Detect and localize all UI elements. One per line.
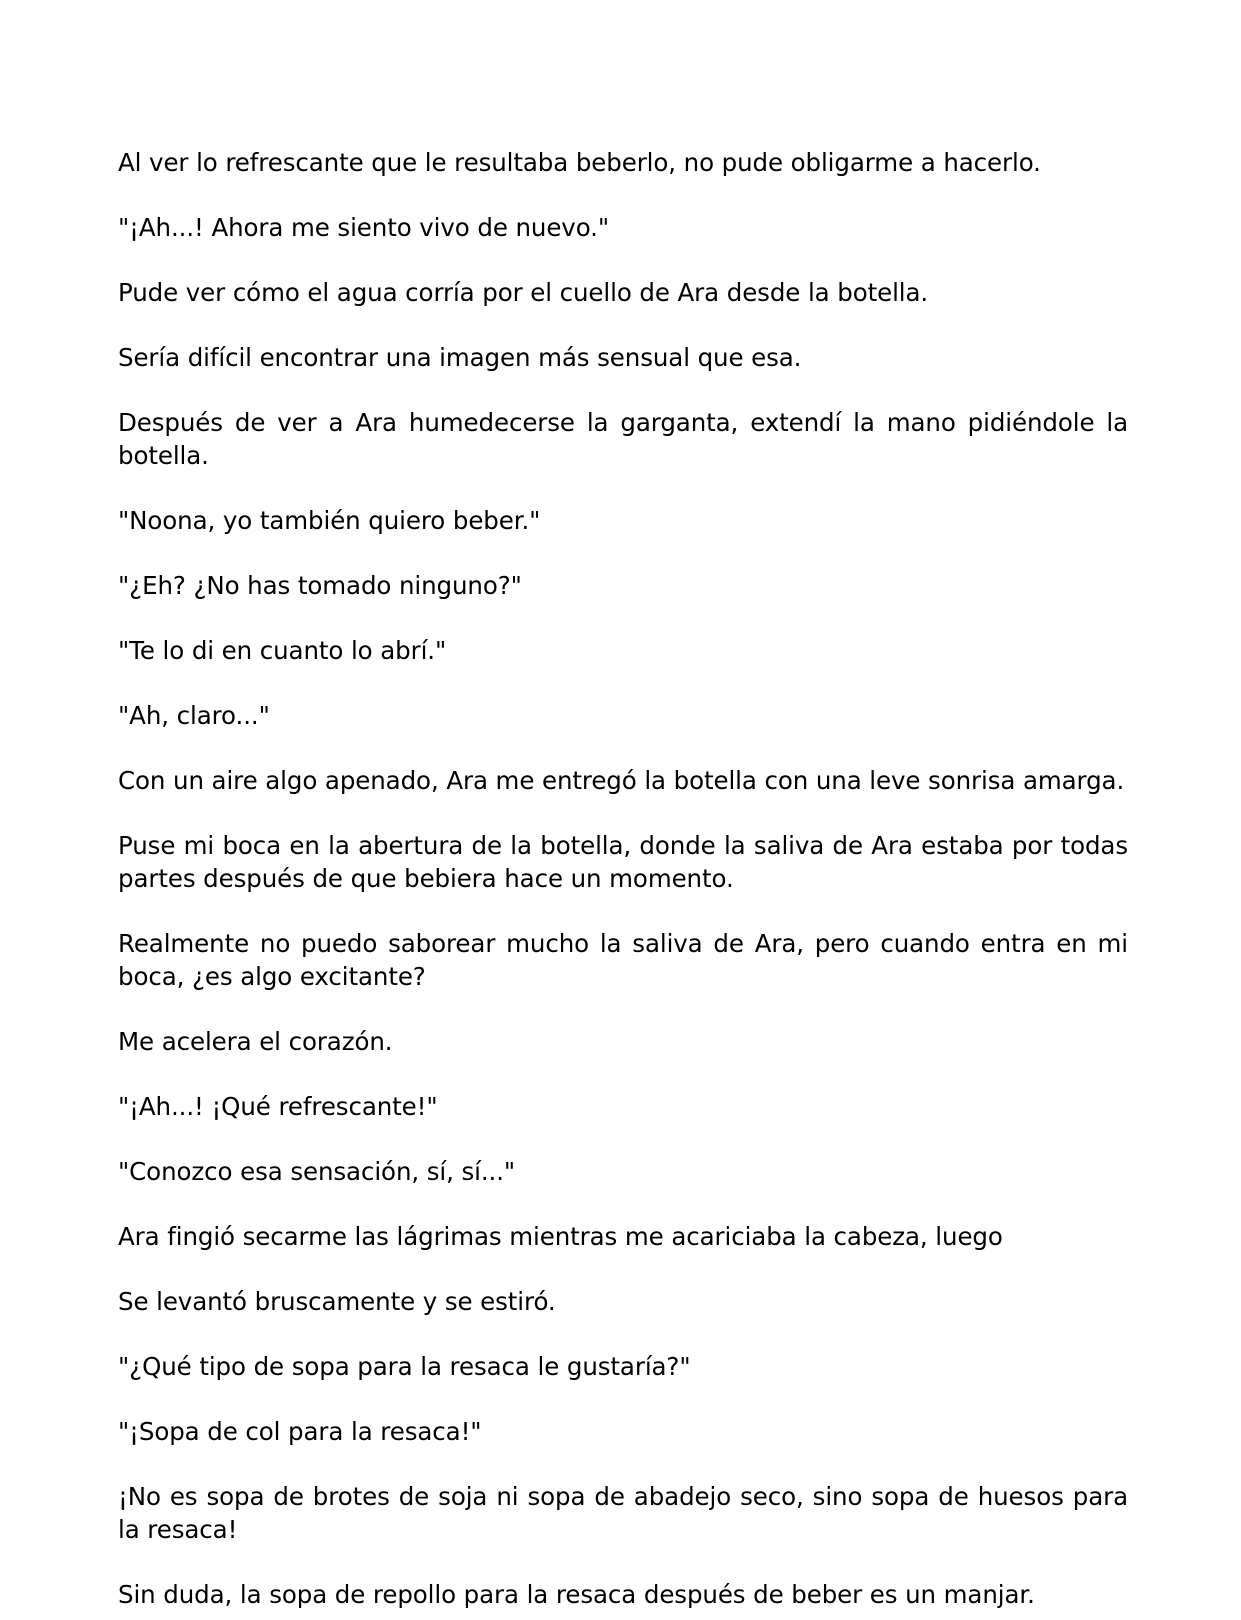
paragraph: Realmente no puedo saborear mucho la saliva de Ara, pero cuando entra en mi boca, ¿es algo excitante? <box>118 929 1128 991</box>
paragraph: "¡Ah...! Ahora me siento vivo de nuevo." <box>118 213 610 242</box>
paragraph: Sin duda, la sopa de repollo para la resaca después de beber es un manjar. <box>118 1580 1035 1609</box>
paragraph: Después de ver a Ara humedecerse la garganta, extendí la mano pidiéndole la botella. <box>118 408 1128 470</box>
paragraph: "¡Ah...! ¡Qué refrescante!" <box>118 1092 438 1121</box>
paragraph: Sería difícil encontrar una imagen más sensual que esa. <box>118 343 802 372</box>
paragraph: ¡No es sopa de brotes de soja ni sopa de abadejo seco, sino sopa de huesos para la resaca! <box>118 1482 1128 1544</box>
paragraph: "Noona, yo también quiero beber." <box>118 506 541 535</box>
paragraph: "¡Sopa de col para la resaca!" <box>118 1417 482 1446</box>
paragraph: Se levantó bruscamente y se estiró. <box>118 1287 556 1316</box>
paragraph: "Te lo di en cuanto lo abrí." <box>118 636 447 665</box>
paragraph: Me acelera el corazón. <box>118 1027 393 1056</box>
paragraph: "¿Eh? ¿No has tomado ninguno?" <box>118 571 522 600</box>
paragraph: "¿Qué tipo de sopa para la resaca le gustaría?" <box>118 1352 691 1381</box>
paragraph: Ara fingió secarme las lágrimas mientras me acariciaba la cabeza, luego <box>118 1222 1003 1251</box>
paragraph: Pude ver cómo el agua corría por el cuello de Ara desde la botella. <box>118 278 929 307</box>
paragraph: Puse mi boca en la abertura de la botella, donde la saliva de Ara estaba por todas partes después de que bebiera hace un momento. <box>118 831 1128 893</box>
paragraph: "Conozco esa sensación, sí, sí..." <box>118 1157 516 1186</box>
paragraph: Con un aire algo apenado, Ara me entregó la botella con una leve sonrisa amarga. <box>118 766 1125 795</box>
paragraph: "Ah, claro..." <box>118 701 270 730</box>
document-page <box>118 146 1128 1611</box>
paragraph: Al ver lo refrescante que le resultaba beberlo, no pude obligarme a hacerlo. <box>118 148 1041 177</box>
